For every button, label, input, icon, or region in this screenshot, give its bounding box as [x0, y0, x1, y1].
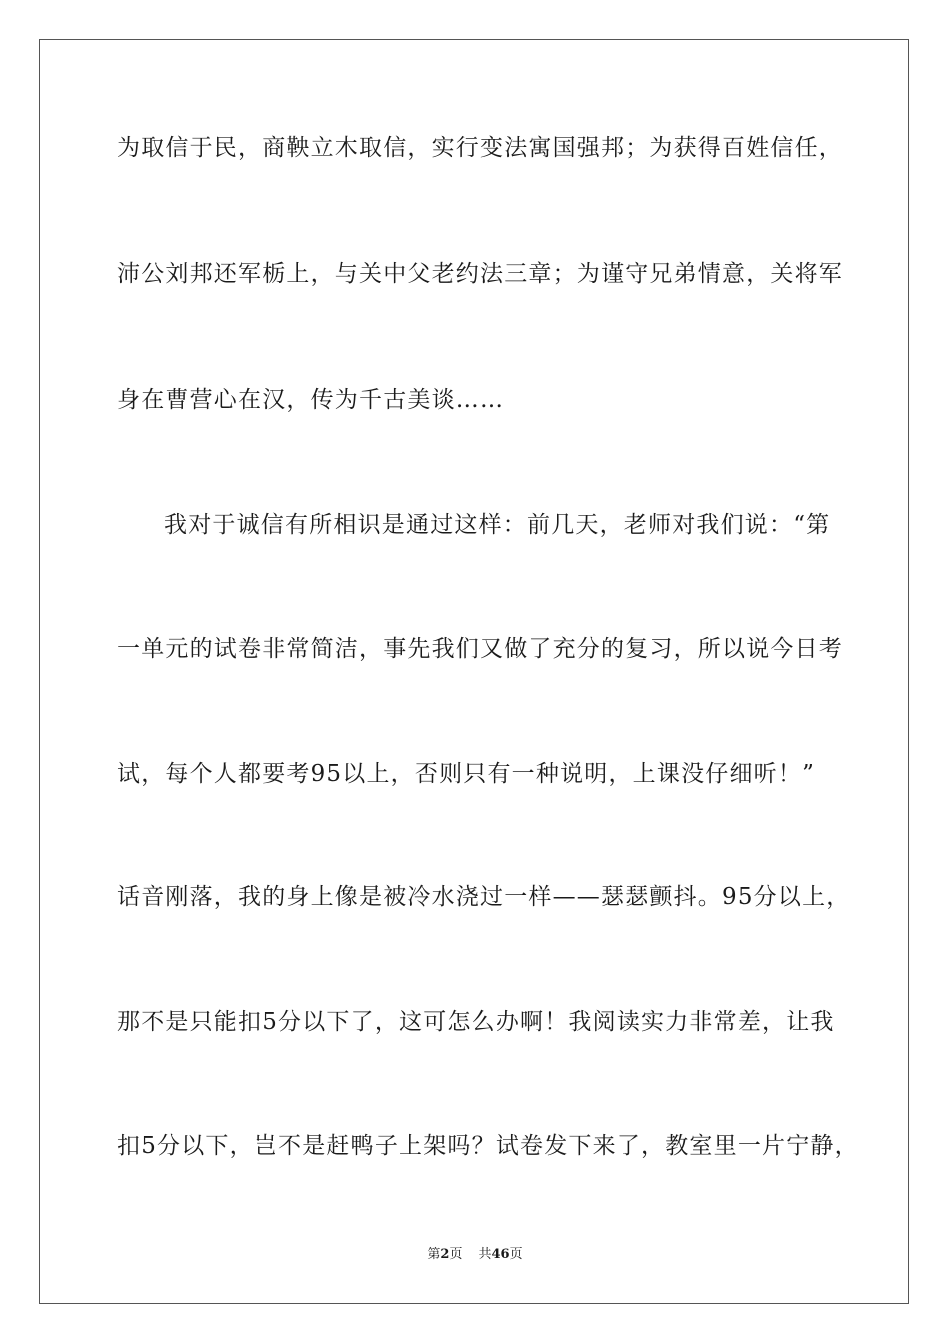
text-line-3: 身在曹营心在汉，传为千古美谈……: [117, 387, 505, 413]
text-line-5: 一单元的试卷非常简洁，事先我们又做了充分的复习，所以说今日考: [117, 636, 843, 662]
total-pages: 46: [491, 1247, 510, 1262]
total-prefix: 共: [478, 1247, 492, 1262]
page-footer: [0, 1246, 950, 1264]
text-line-4-paragraph-start: 我对于诚信有所相识是通过这样：前几天，老师对我们说：“第: [164, 512, 831, 538]
page-suffix: 页: [449, 1247, 463, 1262]
text-line-1: 为取信于民，商鞅立木取信，实行变法寓国强邦；为获得百姓信任，: [117, 135, 843, 161]
text-line-8: 那不是只能扣5分以下了，这可怎么办啊！我阅读实力非常差，让我: [117, 1009, 835, 1035]
text-line-7: 话音刚落，我的身上像是被冷水浇过一样——瑟瑟颤抖。95分以上，: [117, 884, 851, 910]
text-line-2: 沛公刘邦还军栃上，与关中父老约法三章；为谨守兄弟情意，关将军: [117, 261, 843, 287]
text-line-6: 试，每个人都要考95以上，否则只有一种说明，上课没仔细听！”: [117, 761, 816, 787]
page-border: [39, 39, 909, 1304]
text-line-9: 扣5分以下，岂不是赶鸭子上架吗？试卷发下来了，教室里一片宁静，: [117, 1133, 859, 1159]
page-number: 2: [440, 1247, 450, 1262]
total-suffix: 页: [509, 1247, 523, 1262]
page-prefix: 第: [427, 1247, 441, 1262]
